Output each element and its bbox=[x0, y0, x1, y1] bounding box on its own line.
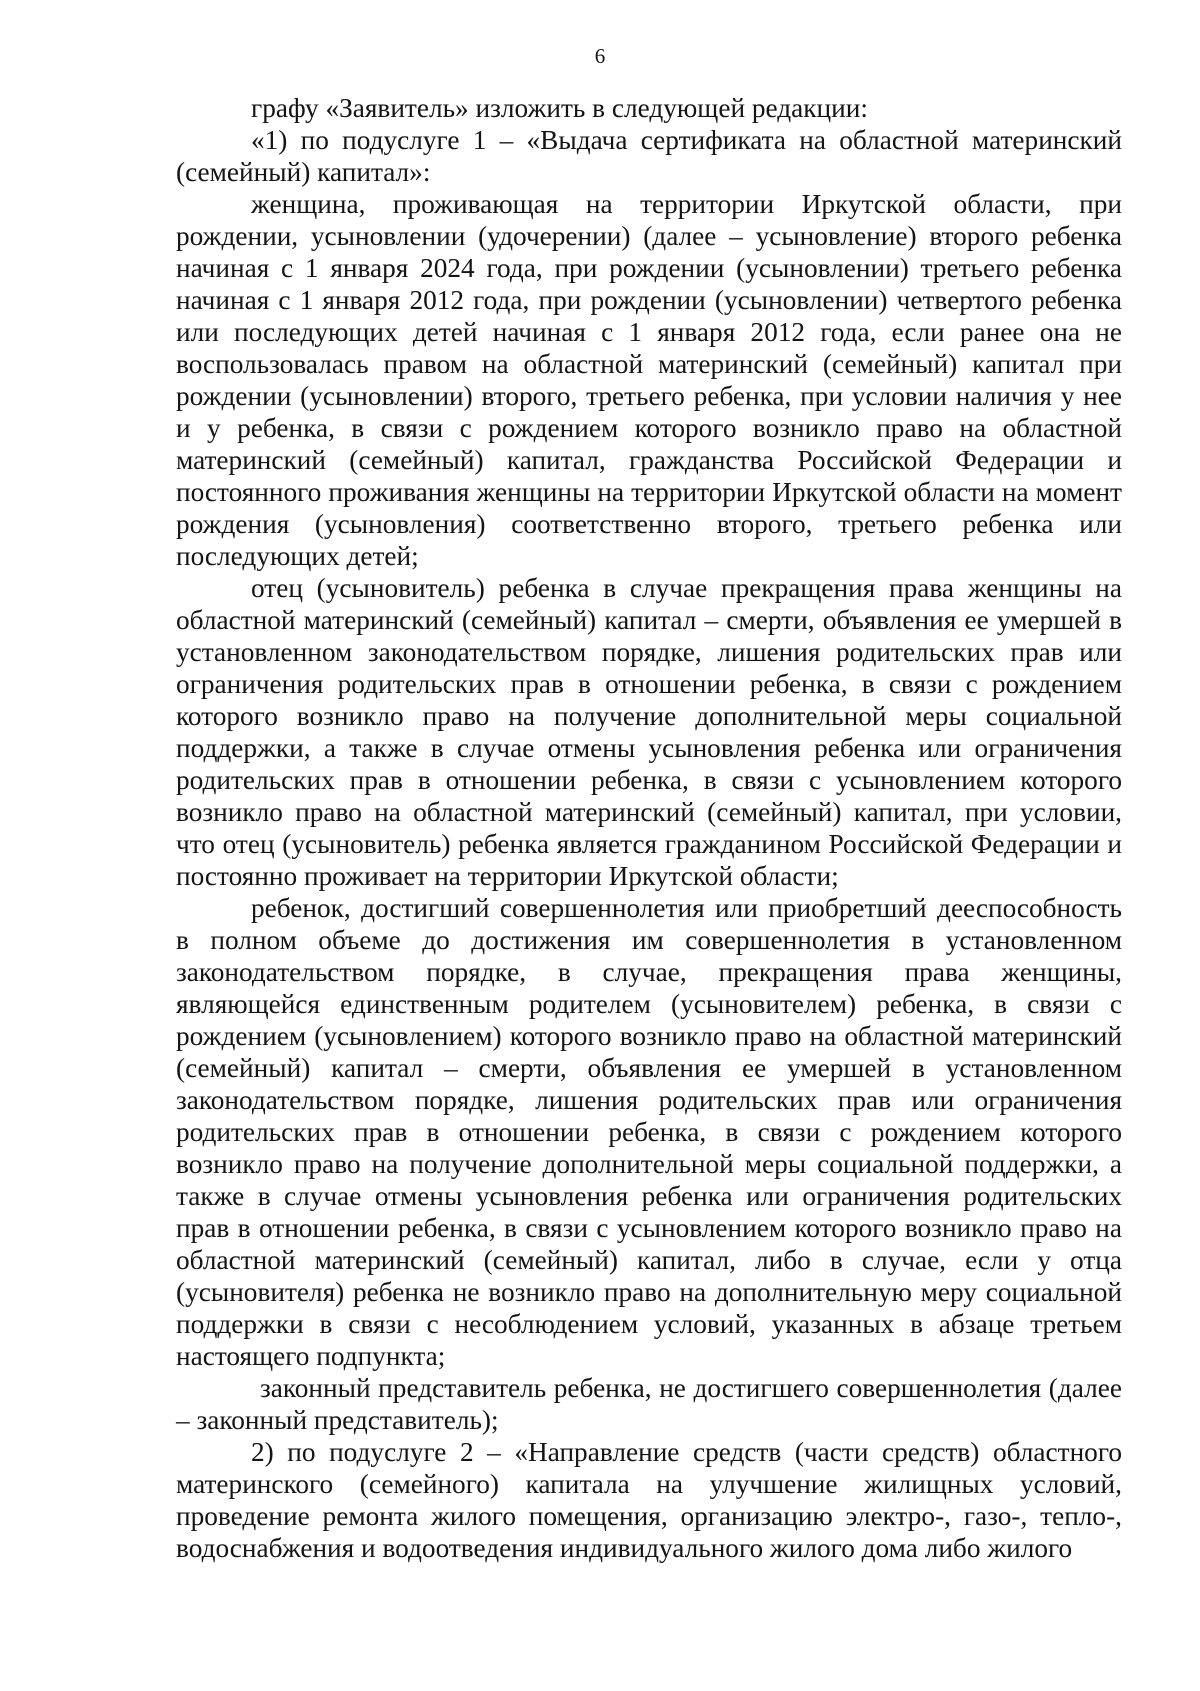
paragraph-woman-applicant: женщина, проживающая на территории Иркутской области, при рождении, усыновлении (удочерении) (далее – усыновление) второго ребенка начиная с 1 января 2024 года, при рождении (усыновлении) третьего ребенка начиная с 1 января 2012 года, при рождении (усыновлении) четвертого ребенка или последующих детей начиная с 1 января 2012 года, если ранее она не воспользовалась правом на областной материнский (семейный) капитал при рождении (усыновлении) второго, третьего ребенка, при условии наличия у нее и у ребенка, в связи с рождением которого возникло право на областной материнский (семейный) капитал, гражданства Российской Федерации и постоянного проживания женщины на территории Иркутской области на момент рождения (усыновления) соответственно второго, третьего ребенка или последующих детей; bbox=[176, 189, 1122, 571]
paragraph-subservice-2: 2) по подуслуге 2 – «Направление средств (части средств) областного материнского (семейного) капитала на улучшение жилищных условий, проведение ремонта жилого помещения, организацию электро-, газо-, тепло-, водоснабжения и водоотведения индивидуального жилого дома либо жилого bbox=[176, 1437, 1122, 1563]
paragraph-applicant-heading: графу «Заявитель» изложить в следующей редакции: bbox=[251, 93, 868, 123]
page-number: 6 bbox=[594, 44, 606, 68]
document-body bbox=[176, 92, 1122, 1564]
paragraph-child-applicant: ребенок, достигший совершеннолетия или приобретший дееспособность в полном объеме до достижения им совершеннолетия в установленном законодательством порядке, в случае, прекращения права женщины, являющейся единственным родителем (усыновителем) ребенка, в связи с рождением (усыновлением) которого возникло право на областной материнский (семейный) капитал – смерти, объявления ее умершей в установленном законодательством порядке, лишения родительских прав или ограничения родительских прав в отношении ребенка, в связи с рождением которого возникло право на получение дополнительной меры социальной поддержки, а также в случае отмены усыновления ребенка или ограничения родительских прав в отношении ребенка, в связи с усыновлением которого возникло право на областной материнский (семейный) капитал, либо в случае, если у отца (усыновителя) ребенка не возникло право на дополнительную меру социальной поддержки в связи с несоблюдением условий, указанных в абзаце третьем настоящего подпункта; bbox=[176, 893, 1122, 1371]
paragraph-subservice-1: «1) по подуслуге 1 – «Выдача сертификата на областной материнский (семейный) капитал»: bbox=[176, 125, 1122, 187]
paragraph-father-applicant: отец (усыновитель) ребенка в случае прекращения права женщины на областной материнский (семейный) капитал – смерти, объявления ее умершей в установленном законодательством порядке, лишения родительских прав или ограничения родительских прав в отношении ребенка, в связи с рождением которого возникло право на получение дополнительной меры социальной поддержки, а также в случае отмены усыновления ребенка или ограничения родительских прав в отношении ребенка, в связи с усыновлением которого возникло право на областной материнский (семейный) капитал, при условии, что отец (усыновитель) ребенка является гражданином Российской Федерации и постоянно проживает на территории Иркутской области; bbox=[176, 573, 1122, 891]
paragraph-legal-representative: законный представитель ребенка, не достигшего совершеннолетия (далее – законный представитель); bbox=[176, 1373, 1122, 1435]
